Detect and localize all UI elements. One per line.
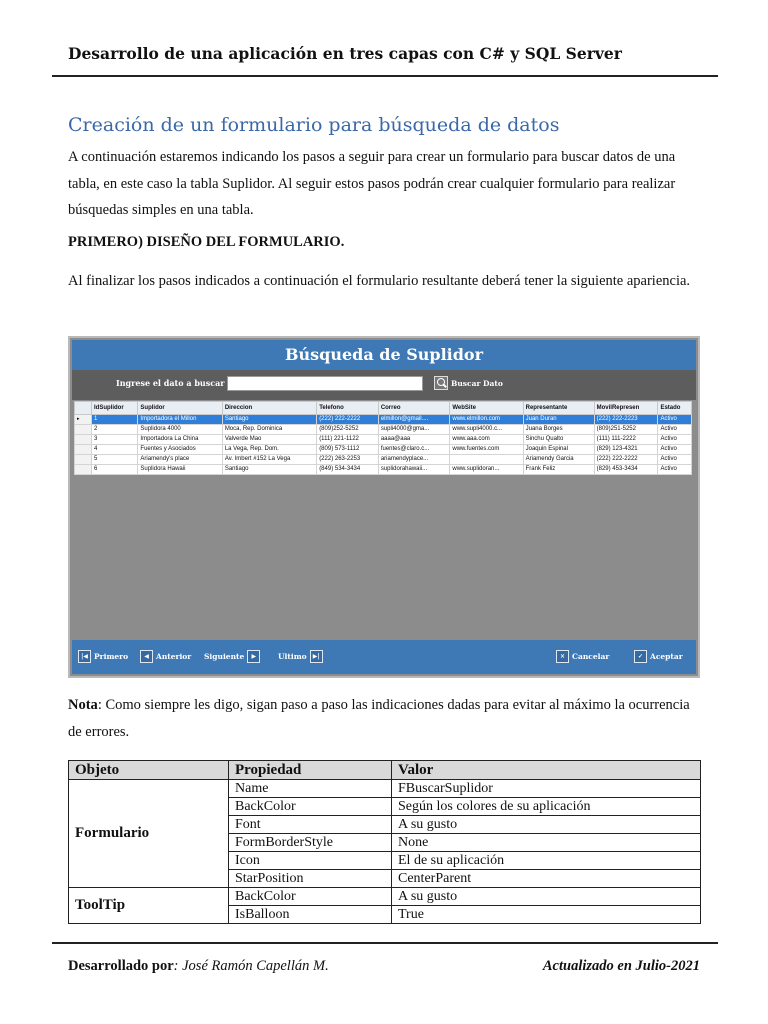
- grid-cell[interactable]: Av. Imbert #152 La Vega: [222, 455, 316, 465]
- grid-cell[interactable]: ariamendyplace...: [378, 455, 450, 465]
- grid-cell[interactable]: (222) 263-2253: [317, 455, 379, 465]
- footer-author: [68, 958, 329, 975]
- property-value: A su gusto: [392, 816, 701, 834]
- grid-cell[interactable]: Frank Feliz: [523, 465, 594, 475]
- row-header[interactable]: [75, 455, 92, 465]
- properties-table: [68, 760, 701, 924]
- grid-column-header[interactable]: Correo: [378, 402, 450, 415]
- grid-cell[interactable]: 4: [92, 445, 138, 455]
- previous-button[interactable]: [140, 650, 191, 663]
- property-name: BackColor: [229, 798, 392, 816]
- grid-cell[interactable]: (829) 453-3434: [594, 465, 658, 475]
- section-title: Creación de un formulario para búsqueda de datos: [68, 114, 560, 136]
- appearance-paragraph: Al finalizar los pasos indicados a continuación el formulario resultante deberá tener la siguiente apariencia.: [68, 273, 691, 289]
- property-name: Icon: [229, 852, 392, 870]
- grid-cell[interactable]: Activo: [658, 425, 692, 435]
- note-text: : Como siempre les digo, sigan paso a paso las indicaciones dadas para evitar al máximo la ocurrencia de errores.: [68, 697, 690, 740]
- property-value: CenterParent: [392, 870, 701, 888]
- grid-cell[interactable]: Importadora La China: [138, 435, 222, 445]
- grid-cell[interactable]: Fuentes y Asociados: [138, 445, 222, 455]
- property-name: FormBorderStyle: [229, 834, 392, 852]
- properties-row: [69, 780, 701, 798]
- grid-cell[interactable]: Santiago: [222, 415, 316, 425]
- next-button[interactable]: [204, 650, 260, 663]
- property-value: None: [392, 834, 701, 852]
- properties-row: [69, 888, 701, 906]
- grid-row[interactable]: [75, 435, 692, 445]
- last-icon: ▶|: [310, 650, 323, 663]
- grid-cell[interactable]: supli4000@gma...: [378, 425, 450, 435]
- property-value: True: [392, 906, 701, 924]
- navigation-bar: [72, 640, 696, 674]
- grid-column-header[interactable]: Direccion: [222, 402, 316, 415]
- previous-label: Anterior: [156, 652, 192, 661]
- grid-cell[interactable]: 5: [92, 455, 138, 465]
- cancel-label: Cancelar: [572, 652, 610, 661]
- grid-header-row: [75, 402, 692, 415]
- search-label: Ingrese el dato a buscar: [116, 378, 225, 388]
- footer-updated: Actualizado en Julio-2021: [542, 958, 700, 974]
- previous-icon: ◀: [140, 650, 153, 663]
- properties-column-header: Valor: [392, 761, 701, 780]
- grid-row[interactable]: [75, 425, 692, 435]
- grid-cell[interactable]: (809) 573-1112: [317, 445, 379, 455]
- grid-cell[interactable]: www.supli4000.c...: [450, 425, 523, 435]
- grid-cell[interactable]: aaaa@aaa: [378, 435, 450, 445]
- first-label: Primero: [94, 652, 129, 661]
- accept-label: Aceptar: [650, 652, 683, 661]
- grid-column-header[interactable]: Telefono: [317, 402, 379, 415]
- grid-cell[interactable]: Santiago: [222, 465, 316, 475]
- next-label: Siguiente: [204, 652, 245, 661]
- property-value: A su gusto: [392, 888, 701, 906]
- property-value: El de su aplicación: [392, 852, 701, 870]
- grid-cell[interactable]: Activo: [658, 445, 692, 455]
- grid-cell[interactable]: [450, 455, 523, 465]
- grid-cell[interactable]: suplidorahawaii...: [378, 465, 450, 475]
- search-button[interactable]: [434, 374, 503, 392]
- grid-cell[interactable]: Activo: [658, 415, 692, 425]
- suplidor-grid[interactable]: [74, 401, 692, 475]
- grid-cell[interactable]: (809)251-5252: [594, 425, 658, 435]
- document-header: Desarrollo de una aplicación en tres capas con C# y SQL Server: [68, 44, 622, 63]
- grid-row[interactable]: [75, 455, 692, 465]
- search-bar: [72, 370, 696, 400]
- grid-cell[interactable]: Suplidora 4000: [138, 425, 222, 435]
- first-icon: |◀: [78, 650, 91, 663]
- grid-column-header[interactable]: Suplidor: [138, 402, 222, 415]
- last-button[interactable]: [278, 650, 323, 663]
- grid-cell[interactable]: Sinchu Qualto: [523, 435, 594, 445]
- grid-cell[interactable]: 1: [92, 415, 138, 425]
- note-label: Nota: [68, 697, 98, 713]
- grid-cell[interactable]: (111) 221-1122: [317, 435, 379, 445]
- cancel-button[interactable]: [556, 650, 609, 663]
- property-name: BackColor: [229, 888, 392, 906]
- grid-cell[interactable]: (222) 222-2222: [317, 415, 379, 425]
- cancel-icon: ×: [556, 650, 569, 663]
- property-value: Según los colores de su aplicación: [392, 798, 701, 816]
- row-header[interactable]: [75, 425, 92, 435]
- check-icon: ✓: [634, 650, 647, 663]
- grid-column-header[interactable]: WebSite: [450, 402, 523, 415]
- grid-column-header[interactable]: Representante: [523, 402, 594, 415]
- grid-cell[interactable]: La Vega, Rep. Dom.: [222, 445, 316, 455]
- property-name: Name: [229, 780, 392, 798]
- row-header[interactable]: [75, 435, 92, 445]
- properties-column-header: Propiedad: [229, 761, 392, 780]
- grid-cell[interactable]: (829) 123-4321: [594, 445, 658, 455]
- row-header[interactable]: ▸: [75, 415, 92, 425]
- grid-cell[interactable]: (222) 222-2223: [594, 415, 658, 425]
- grid-row[interactable]: [75, 465, 692, 475]
- grid-cell[interactable]: Moca, Rep. Dominica: [222, 425, 316, 435]
- grid-cell[interactable]: Activo: [658, 455, 692, 465]
- grid-cell[interactable]: www.elmillon.com: [450, 415, 523, 425]
- grid-cell[interactable]: (849) 534-3434: [317, 465, 379, 475]
- grid-cell[interactable]: Ariamendy Garcia: [523, 455, 594, 465]
- intro-paragraph: A continuación estaremos indicando los pasos a seguir para crear un formulario para buscar datos de una tabla, en este caso la tabla Suplidor. Al seguir estos pasos podrán crear cualquier formulario para realizar búsquedas simples en una tabla.: [68, 149, 676, 218]
- grid-cell[interactable]: Activo: [658, 465, 692, 475]
- grid-cell[interactable]: Valverde Mao: [222, 435, 316, 445]
- object-name: Formulario: [69, 780, 229, 888]
- last-label: Ultimo: [278, 652, 307, 661]
- grid-cell[interactable]: Activo: [658, 435, 692, 445]
- grid-cell[interactable]: www.fuentes.com: [450, 445, 523, 455]
- object-name: ToolTip: [69, 888, 229, 924]
- row-header[interactable]: [75, 465, 92, 475]
- property-name: IsBalloon: [229, 906, 392, 924]
- grid-column-header[interactable]: IdSuplidor: [92, 402, 138, 415]
- footer-rule: [52, 942, 718, 944]
- footer-author-label: Desarrollado por: [68, 958, 174, 974]
- grid-cell[interactable]: fuentes@claro.c...: [378, 445, 450, 455]
- grid-cell[interactable]: (111) 111-2222: [594, 435, 658, 445]
- grid-cell[interactable]: www.suplidoran...: [450, 465, 523, 475]
- grid-cell[interactable]: elmillon@gmail....: [378, 415, 450, 425]
- grid-cell[interactable]: Importadora el Millon: [138, 415, 222, 425]
- first-button[interactable]: [78, 650, 128, 663]
- grid-row[interactable]: [75, 445, 692, 455]
- grid-column-header[interactable]: Estado: [658, 402, 692, 415]
- footer-author-name: : José Ramón Capellán M.: [173, 958, 329, 974]
- step-heading: PRIMERO) DISEÑO DEL FORMULARIO.: [68, 234, 345, 250]
- form-title: Búsqueda de Suplidor: [72, 340, 696, 370]
- grid-cell[interactable]: Ariamendy's place: [138, 455, 222, 465]
- row-header-corner: [75, 402, 92, 415]
- grid-row[interactable]: [75, 415, 692, 425]
- magnifier-icon: [434, 376, 448, 390]
- grid-cell[interactable]: (222) 222-2222: [594, 455, 658, 465]
- properties-column-header: Objeto: [69, 761, 229, 780]
- property-name: Font: [229, 816, 392, 834]
- search-input[interactable]: [227, 376, 423, 391]
- grid-cell[interactable]: 2: [92, 425, 138, 435]
- grid-cell[interactable]: Suplidora Hawaii: [138, 465, 222, 475]
- grid-column-header[interactable]: MovilRepresen: [594, 402, 658, 415]
- grid-cell[interactable]: 3: [92, 435, 138, 445]
- accept-button[interactable]: [634, 650, 683, 663]
- grid-cell[interactable]: (809)252-5252: [317, 425, 379, 435]
- properties-header-row: [69, 761, 701, 780]
- note-paragraph: [68, 692, 704, 745]
- property-name: StarPosition: [229, 870, 392, 888]
- row-header[interactable]: [75, 445, 92, 455]
- grid-cell[interactable]: Juana Borges: [523, 425, 594, 435]
- header-rule: [52, 75, 718, 77]
- next-icon: ▶: [247, 650, 260, 663]
- search-button-label: Buscar Dato: [451, 378, 503, 388]
- property-value: FBuscarSuplidor: [392, 780, 701, 798]
- grid-cell[interactable]: Joaquin Espinal: [523, 445, 594, 455]
- grid-cell[interactable]: Juan Duran: [523, 415, 594, 425]
- grid-cell[interactable]: 6: [92, 465, 138, 475]
- form-screenshot: [68, 336, 700, 678]
- grid-cell[interactable]: www.aaa.com: [450, 435, 523, 445]
